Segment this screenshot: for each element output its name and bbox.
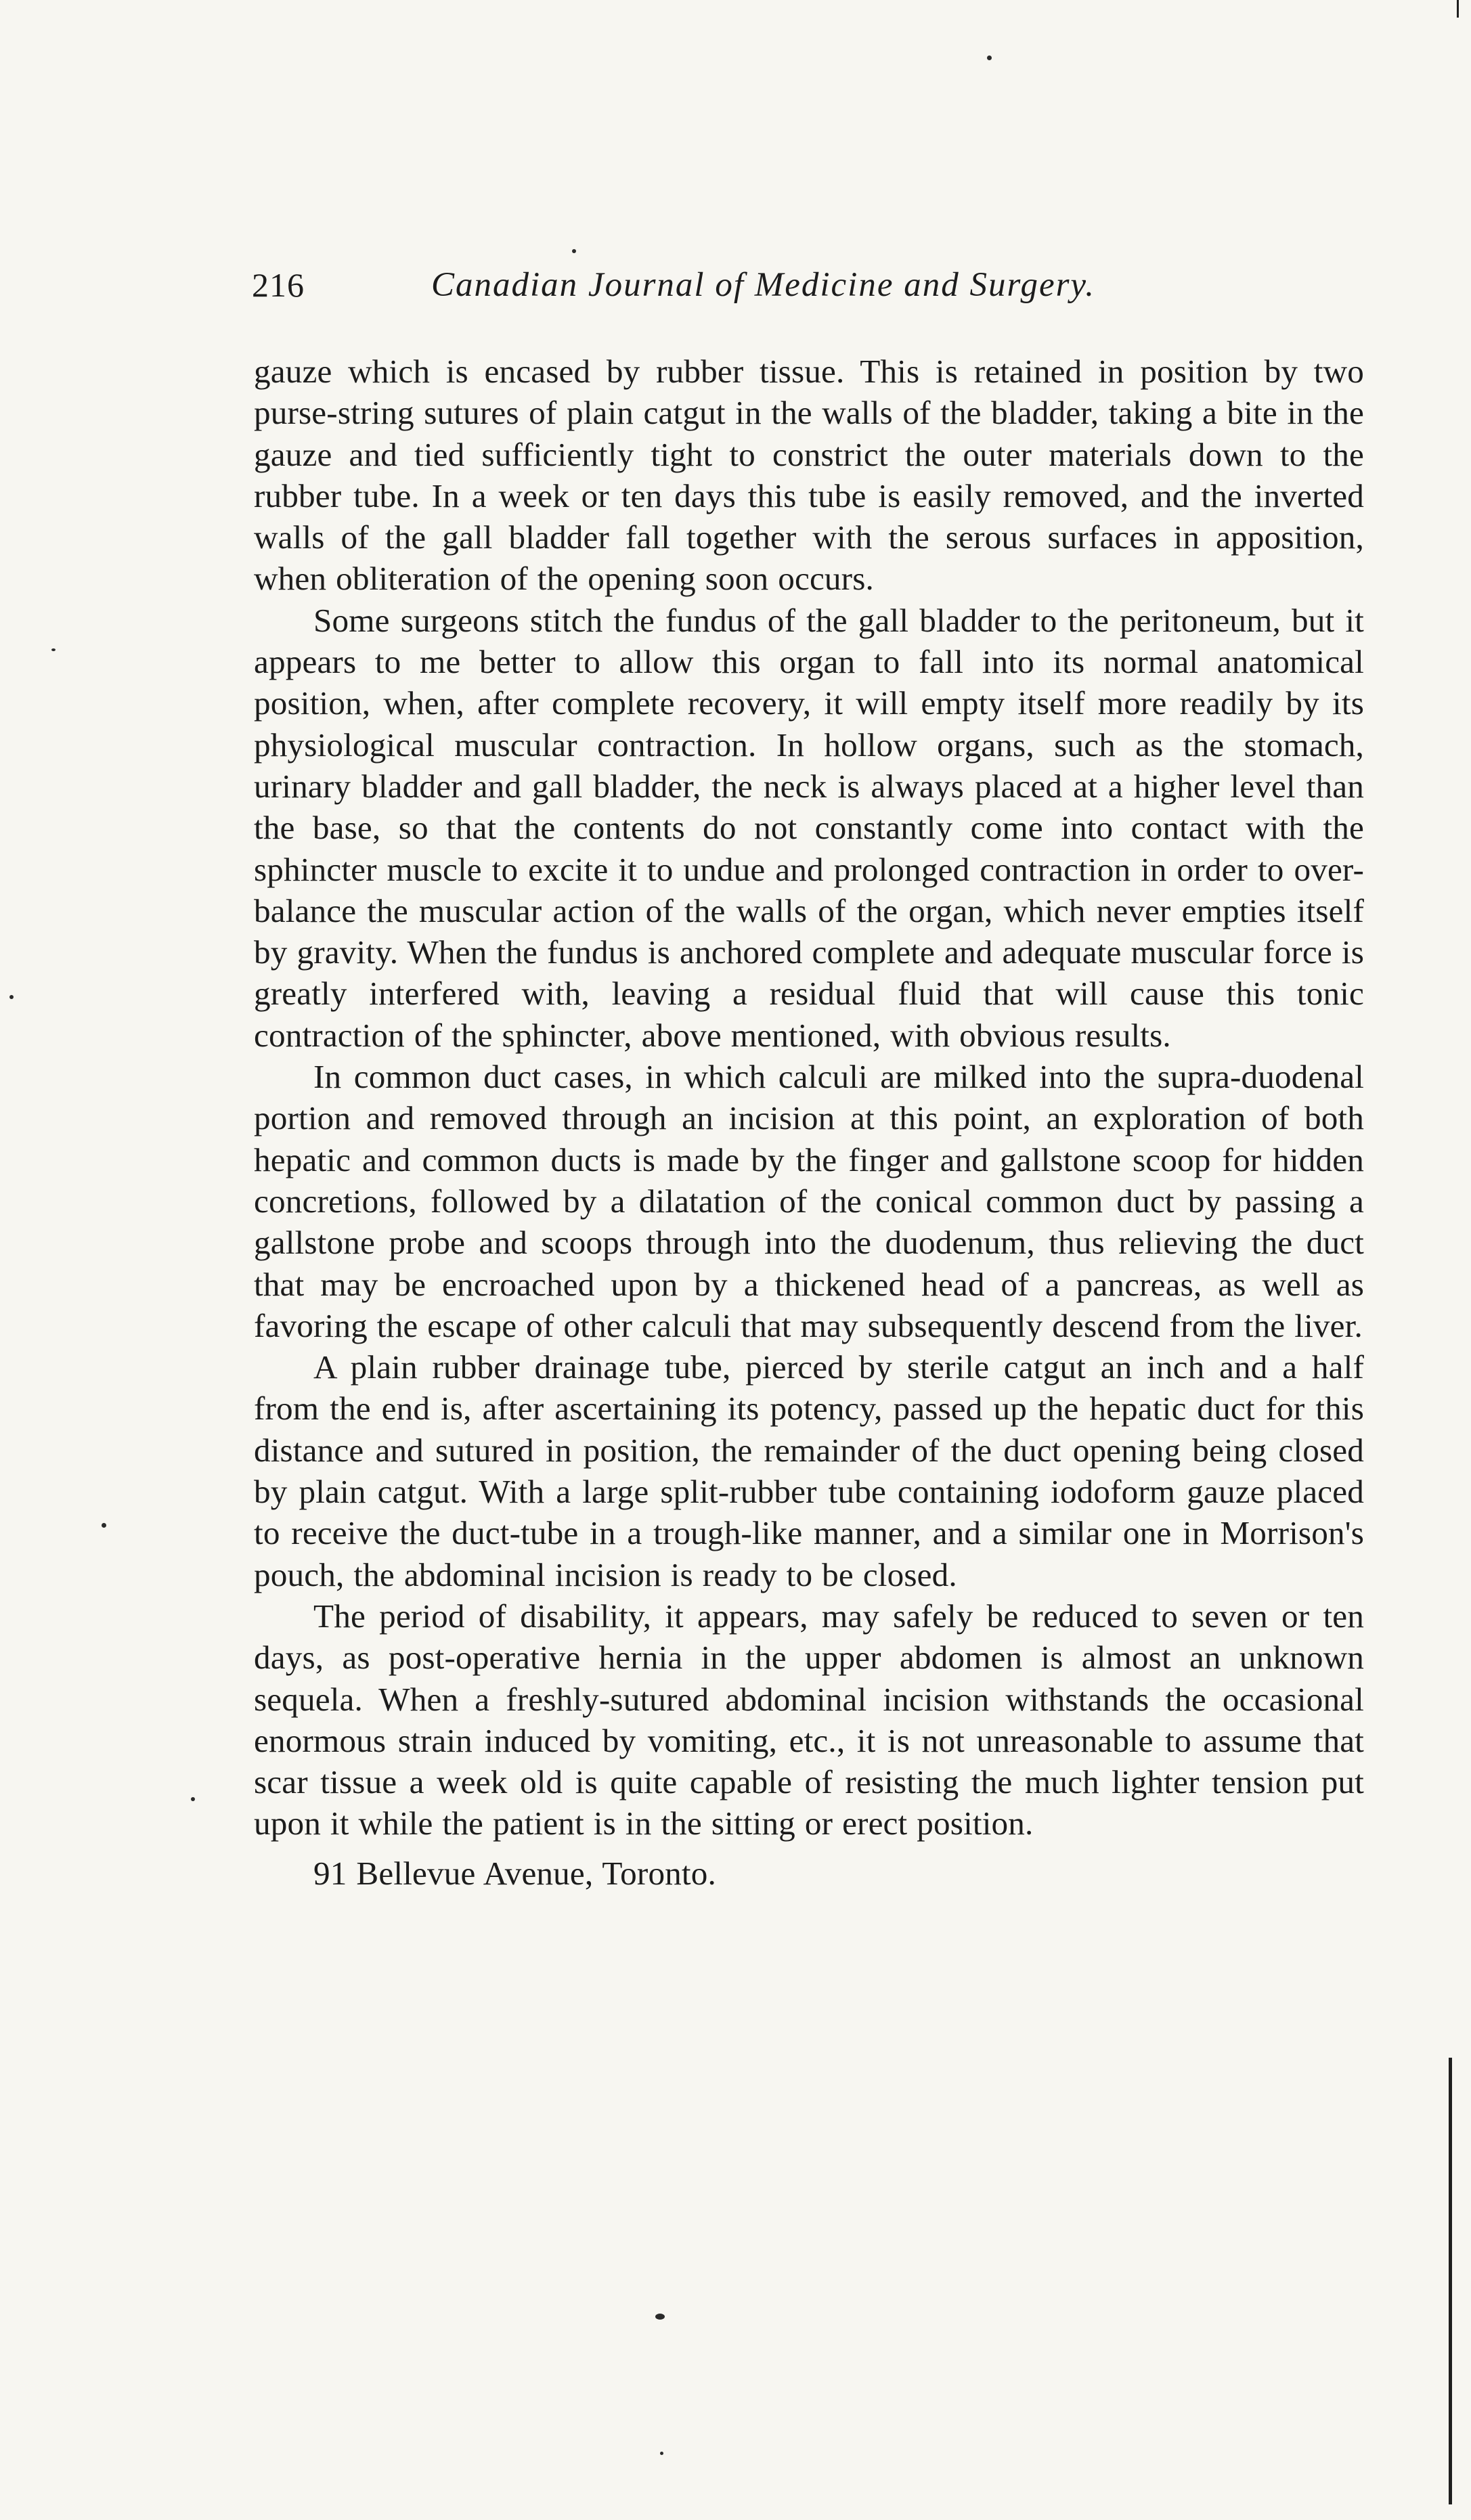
paragraph-2: Some surgeons stitch the fundus of the gall bladder to the peritoneum, but it appears to me better to allow this organ to fall into its normal anatomical position, when, after complete recovery, it will empty itself more readily by its physiological muscular contraction. In hollow organs, such as the stomach, urinary bladder and gall bladder, the neck is always placed at a higher level than the base, so that the contents do not constantly come into contact with the sphincter muscle to excite it to undue and prolonged contraction in order to over-balance the muscular action of the walls of the organ, which never empties itself by gravity. When the fundus is anchored complete and adequate muscular force is greatly interfered with, leaving a residual fluid that will cause this tonic contraction of the sphincter, above mentioned, with obvious results. — [254, 601, 1364, 1054]
scan-edge-line — [1449, 2058, 1452, 2504]
scan-speck — [655, 2314, 665, 2320]
paragraph-4: A plain rubber drainage tube, pierced by sterile catgut an inch and a half from the end is, after ascertaining its potency, passed up the hepatic duct for this distance and sutured in position, the remainder of the duct opening being closed by plain catgut. With a large split-rubber tube containing iodoform gauze placed to receive the duct-tube in a trough-like manner, and a similar one in Morrison's pouch, the abdominal incision is ready to be closed. — [254, 1348, 1364, 1593]
scan-speck — [660, 2452, 663, 2455]
scan-speck — [9, 995, 14, 999]
scan-speck — [987, 56, 992, 60]
journal-title: Canadian Journal of Medicine and Surgery. — [431, 266, 1095, 304]
article-body — [254, 351, 1364, 1894]
paragraph-1: gauze which is encased by rubber tissue. This is retained in position by two purse-string sutures of plain catgut in the walls of the bladder, taking a bite in the gauze and tied sufficiently tight to constrict the outer materials down to the rubber tube. In a week or ten days this tube is easily removed, and the inverted walls of the gall bladder fall together with the serous surfaces in apposition, when obliteration of the opening soon occurs. — [254, 353, 1364, 598]
scan-speck — [102, 1523, 106, 1528]
scan-speck — [51, 648, 56, 651]
page-header — [252, 265, 1267, 319]
paragraph-3: In common duct cases, in which calculi are milked into the supra-duodenal portion and removed through an incision at this point, an exploration of both hepatic and common ducts is made by the finger and gallstone scoop for hidden concretions, followed by a dilatation of the conical common duct by passing a gallstone probe and scoops through into the duodenum, thus relieving the duct that may be encroached upon by a thickened head of a pancreas, as well as favoring the escape of other calculi that may subsequently descend from the liver. — [254, 1058, 1364, 1344]
paragraph-5: The period of disability, it appears, may safely be reduced to seven or ten days, as post-operative hernia in the upper abdomen is almost an unknown sequela. When a freshly-sutured abdominal incision withstands the occasional enormous strain induced by vomiting, etc., it is not unreasonable to assume that scar tissue a week old is quite capable of resisting the much lighter tension put upon it while the patient is in the sitting or erect position. — [254, 1597, 1364, 1842]
scan-speck — [191, 1797, 195, 1801]
scan-edge-line — [1457, 0, 1459, 18]
page-number: 216 — [252, 266, 305, 304]
scan-speck — [572, 249, 576, 253]
author-address: 91 Bellevue Avenue, Toronto. — [313, 1854, 716, 1892]
